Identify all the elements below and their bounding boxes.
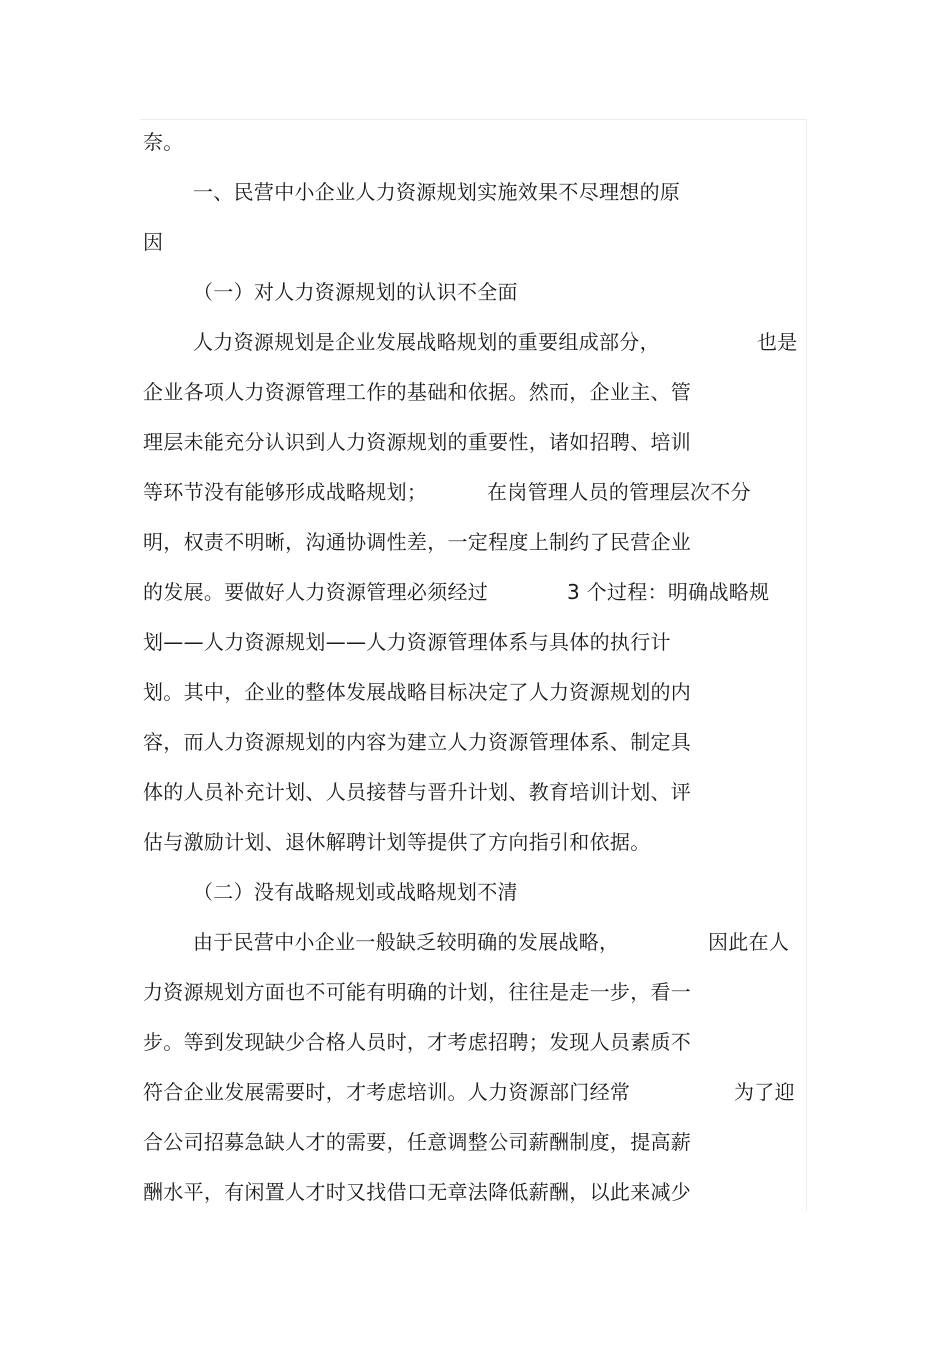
text-segment: 3 个过程：明确战略规 bbox=[567, 580, 770, 604]
text-line: 等环节没有能够形成战略规划； bbox=[143, 480, 428, 504]
text-line: 人力资源规划是企业发展战略规划的重要组成部分， bbox=[193, 330, 660, 354]
text-line: 容，而人力资源规划的内容为建立人力资源管理体系、制定具 bbox=[143, 730, 692, 754]
text-line: 企业各项人力资源管理工作的基础和依据。然而，企业主、管 bbox=[143, 380, 692, 404]
text-line: 理层未能充分认识到人力资源规划的重要性，诸如招聘、培训 bbox=[143, 430, 692, 454]
subsection-heading: （一）对人力资源规划的认识不全面 bbox=[193, 280, 518, 304]
text-line: 合公司招募急缺人才的需要，任意调整公司薪酬制度，提高薪 bbox=[143, 1130, 692, 1154]
text-line: 力资源规划方面也不可能有明确的计划，往往是走一步，看一 bbox=[143, 980, 692, 1004]
text-line: 明，权责不明晰，沟通协调性差，一定程度上制约了民营企业 bbox=[143, 530, 692, 554]
text-line: 划——人力资源规划——人力资源管理体系与具体的执行计 bbox=[143, 630, 671, 654]
text-line: 符合企业发展需要时，才考虑培训。人力资源部门经常 bbox=[143, 1080, 631, 1104]
text-segment: 因此在人 bbox=[708, 930, 790, 954]
text-line: 酬水平，有闲置人才时又找借口无章法降低薪酬，以此来减少 bbox=[143, 1180, 692, 1204]
text-segment: 在岗管理人员的管理层次不分 bbox=[487, 480, 751, 504]
text-segment: 也是 bbox=[757, 330, 798, 354]
text-line: 估与激励计划、退休解聘计划等提供了方向指引和依据。 bbox=[143, 830, 651, 854]
text-line: 奈。 bbox=[143, 130, 184, 154]
text-segment: 为了迎 bbox=[734, 1080, 795, 1104]
subsection-heading: （二）没有战略规划或战略规划不清 bbox=[193, 880, 518, 904]
text-line: 步。等到发现缺少合格人员时，才考虑招聘；发现人员素质不 bbox=[143, 1030, 692, 1054]
text-line: 由于民营中小企业一般缺乏较明确的发展战略， bbox=[193, 930, 620, 954]
text-line: 的发展。要做好人力资源管理必须经过 bbox=[143, 580, 489, 604]
text-line: 体的人员补充计划、人员接替与晋升计划、教育培训计划、评 bbox=[143, 780, 692, 804]
section-heading-cont: 因 bbox=[143, 230, 164, 254]
section-heading: 一、民营中小企业人力资源规划实施效果不尽理想的原 bbox=[193, 180, 681, 204]
text-line: 划。其中，企业的整体发展战略目标决定了人力资源规划的内 bbox=[143, 680, 692, 704]
